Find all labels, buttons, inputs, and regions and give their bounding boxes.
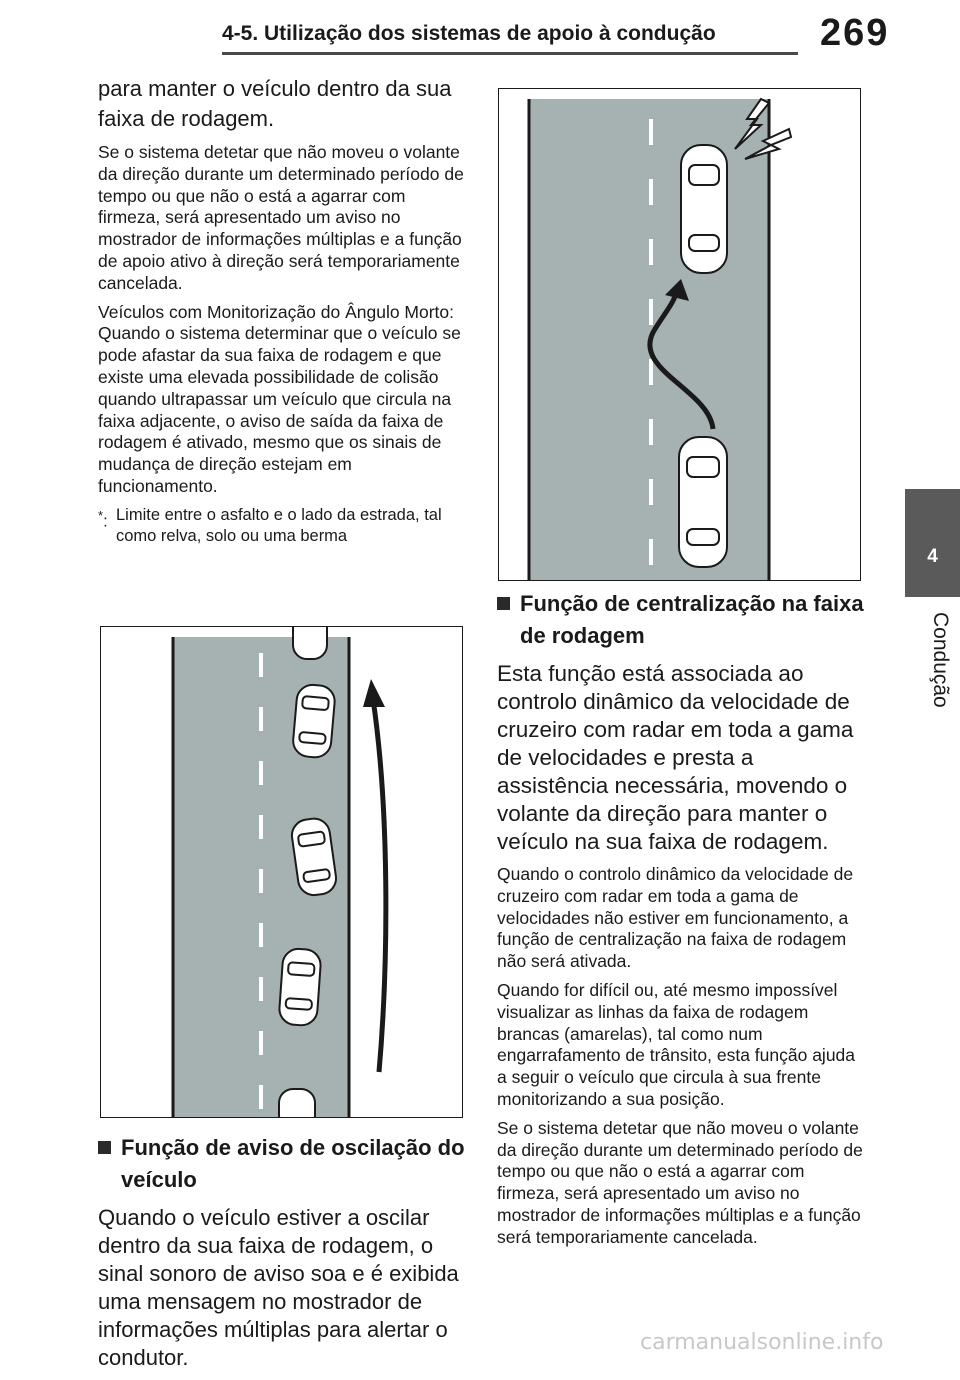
car-icon [292, 684, 336, 759]
square-bullet-icon [497, 597, 510, 610]
figure-lane-sway [100, 626, 463, 1118]
section-title: 4-5. Utilização dos sistemas de apoio à condução [222, 22, 716, 45]
paragraph: Se o sistema detetar que não moveu o volante da direção durante um determinado período de tempo ou que não o está a agarrar com firmeza, será apresentado um aviso no mostrador de informações múltiplas e a função será temporariamente cancelada. [497, 1117, 863, 1247]
chapter-number: 4 [927, 546, 938, 567]
right-column [497, 588, 867, 1256]
footnote-text: Limite entre o asfalto e o lado da estrada, tal como relva, solo ou uma berma [116, 505, 442, 545]
chapter-label: Condução [929, 612, 952, 708]
car-icon [293, 627, 327, 659]
car-icon [278, 948, 321, 1026]
header-rule [222, 52, 798, 55]
square-bullet-icon [98, 1141, 111, 1154]
heading-centering: Função de centralização na faixa de rodagem [497, 588, 867, 652]
direction-arrow [373, 699, 386, 1072]
road-illustration-sway [101, 627, 462, 1117]
arrow-head-icon [363, 679, 385, 707]
heading-sway: Função de aviso de oscilação do veículo [98, 1132, 470, 1196]
footnote-mark: *: [98, 507, 108, 531]
car-icon [681, 145, 727, 273]
paragraph: Veículos com Monitorização do Ângulo Morto: Quando o sistema determinar que o veículo se pode afastar da sua faixa de rodagem e que existe uma elevada possibilidade de colisão quando ultrapassar um veículo que circula na faixa adjacente, o aviso de saída da faixa de rodagem é ativado, mesmo que os sinais de mudança de direção estejam em funcionamento. [98, 301, 461, 496]
paragraph: Se o sistema detetar que não moveu o volante da direção durante um determinado período de tempo ou que não o está a agarrar com firmeza, será apresentado um aviso no mostrador de informações múltiplas e a função de apoio ativo à direção será temporariamente cancelada. [98, 142, 464, 293]
paragraph: Quando for difícil ou, até mesmo impossível visualizar as linhas da faixa de rodagem brancas (amarelas), tal como num engarrafamento de trânsito, esta função ajuda a seguir o veículo que circula à sua frente monitorizando a sua posição. [497, 979, 856, 1109]
car-icon [679, 437, 727, 567]
intro-continuation: para manter o veículo dentro da sua faixa de rodagem. [98, 76, 452, 131]
figure-lane-departure [498, 88, 861, 581]
paragraph: Esta função está associada ao controlo dinâmico da velocidade de cruzeiro com radar em toda a gama de velocidades e presta a assistência necessária, movendo o volante da direção para manter o veículo na sua faixa de rodagem. [497, 661, 854, 854]
road-illustration-departure [499, 89, 860, 580]
left-column-bottom [98, 1118, 470, 1380]
footnote [98, 505, 470, 547]
chapter-tab [905, 489, 960, 597]
page-number: 269 [820, 12, 890, 54]
car-icon [279, 1089, 315, 1117]
watermark: carmanualsonline.info [640, 1330, 884, 1355]
paragraph: Quando o controlo dinâmico da velocidade de cruzeiro com radar em toda a gama de velocidades não estiver em funcionamento, a função de centralização na faixa de rodagem não será ativada. [497, 864, 854, 972]
left-column [98, 74, 470, 547]
paragraph: Quando o veículo estiver a oscilar dentro da sua faixa de rodagem, o sinal sonoro de aviso soa e é exibida uma mensagem no mostrador de informações múltiplas para alertar o condutor. [98, 1205, 459, 1370]
